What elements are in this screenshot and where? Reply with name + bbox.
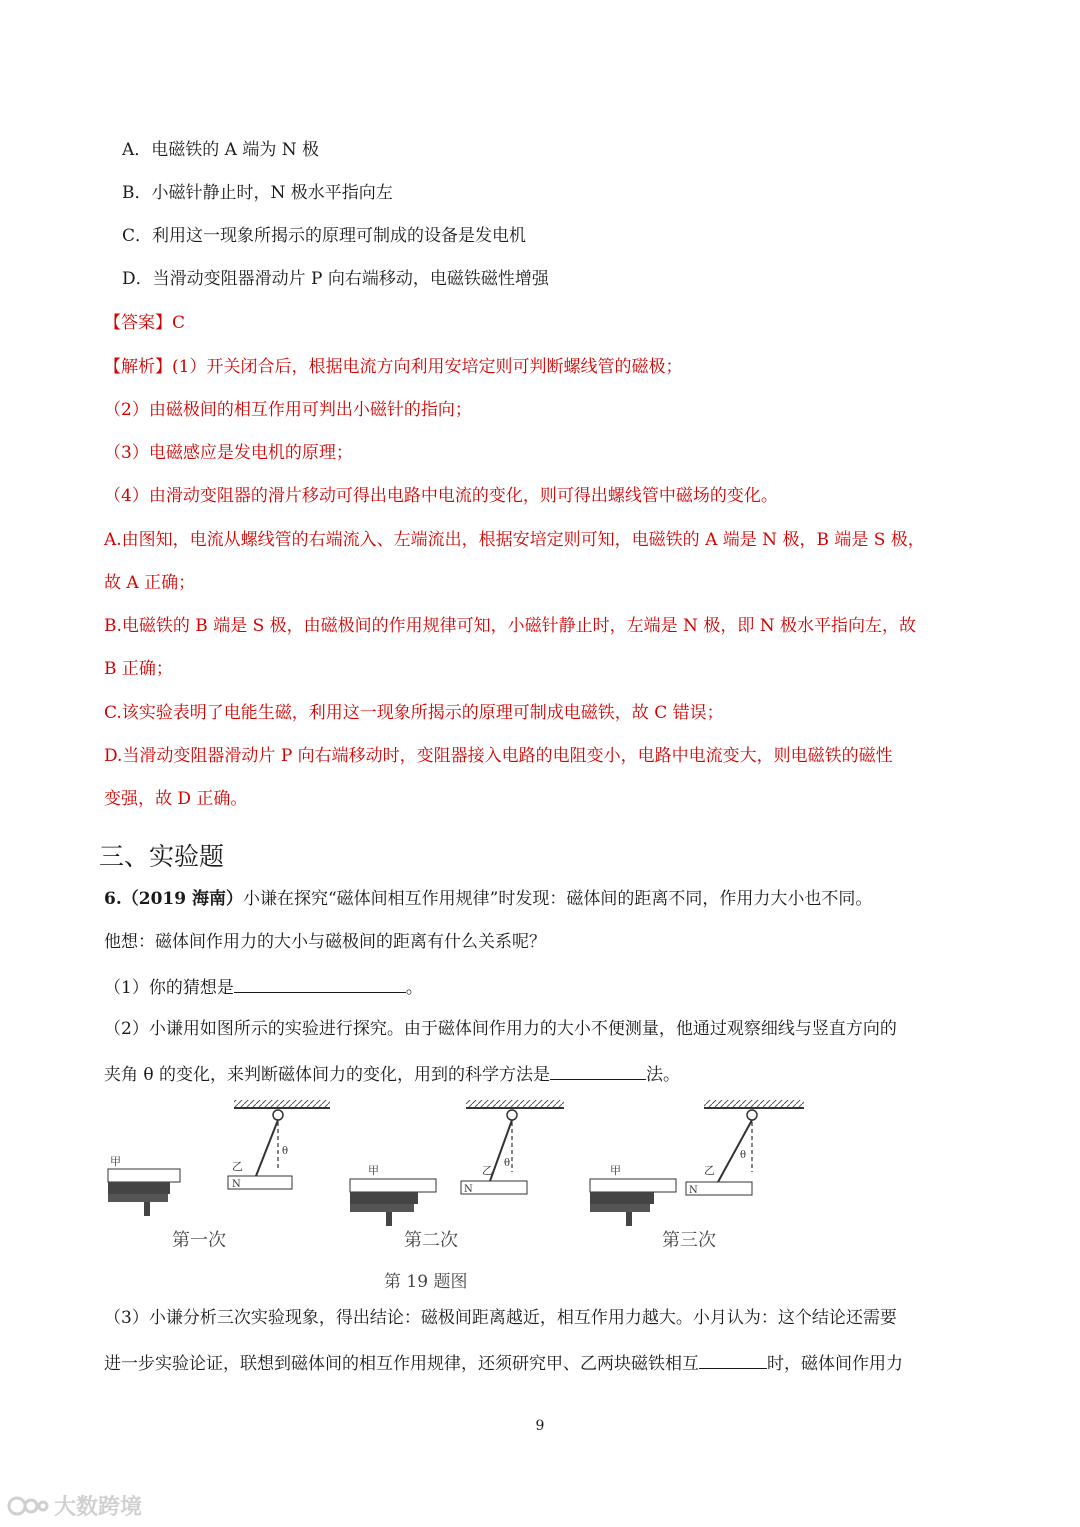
question-6-line-2: 他想：磁体间作用力的大小与磁极间的距离有什么关系呢？	[104, 932, 546, 952]
section-title: 三、实验题	[99, 842, 225, 871]
analysis-line-1: 【解析】(1）开关闭合后，根据电流方向利用安培定则可判断螺线管的磁极；	[104, 357, 683, 377]
option-b: B．小磁针静止时，N 极水平指向左	[122, 183, 393, 203]
part-3-line-1: （3）小谦分析三次实验现象，得出结论：磁极间距离越近，相互作用力越大。小月认为：这个结论还需要	[104, 1308, 897, 1328]
analysis-b-1: B.电磁铁的 B 端是 S 极，由磁极间的作用规律可知，小磁针静止时，左端是 N 极，即 N 极水平指向左，故	[104, 616, 917, 636]
part-2-line-2	[104, 1064, 680, 1084]
theta-label-2: θ	[504, 1158, 511, 1169]
watermark-logo-icon	[6, 1493, 50, 1519]
trial-2-label: 第二次	[404, 1230, 458, 1251]
analysis-d-2: 变强，故 D 正确。	[104, 789, 248, 809]
part-2-end: 法。	[646, 1065, 681, 1085]
question-6-line-1	[104, 891, 872, 908]
part-1-end: 。	[405, 978, 423, 998]
watermark-text: 大数跨境	[54, 1495, 143, 1520]
analysis-line-2: （2）由磁极间的相互作用可判出小磁针的指向；	[104, 400, 472, 420]
magnet-yi-label-3: 乙	[704, 1164, 715, 1177]
option-a: A．电磁铁的 A 端为 N 极	[122, 140, 320, 160]
trial-3-apparatus	[590, 1100, 804, 1226]
page-number: 9	[535, 1418, 545, 1434]
trial-1-label: 第一次	[172, 1230, 226, 1251]
analysis-c-1: C.该实验表明了电能生磁，利用这一现象所揭示的原理可制成电磁铁，故 C 错误；	[104, 703, 724, 723]
analysis-a-2: 故 A 正确；	[104, 573, 196, 593]
magnet-jia-label-1: 甲	[110, 1155, 121, 1168]
analysis-line-3: （3）电磁感应是发电机的原理；	[104, 443, 353, 463]
analysis-a-1: A.由图知，电流从螺线管的右端流入、左端流出，根据安培定则可知，电磁铁的 A 端是 N 极，B 端是 S 极，	[104, 530, 925, 550]
option-d: D．当滑动变阻器滑动片 P 向右端移动，电磁铁磁性增强	[122, 269, 549, 289]
pole-n-label-1: N	[232, 1179, 241, 1190]
option-c: C．利用这一现象所揭示的原理可制成的设备是发电机	[122, 226, 527, 246]
question-6-text: 小谦在探究“磁体间相互作用规律”时发现：磁体间的距离不同，作用力大小也不同。	[242, 889, 873, 909]
analysis-b-2: B 正确；	[104, 659, 173, 679]
answer: 【答案】C	[104, 313, 186, 333]
part-3-end: 时，磁体间作用力	[767, 1354, 903, 1374]
answer-blank-1[interactable]	[234, 977, 406, 993]
answer-blank-2[interactable]	[550, 1064, 646, 1080]
magnet-jia-label-3: 甲	[610, 1164, 621, 1177]
trial-2-apparatus	[350, 1100, 564, 1226]
part-2-prompt: 夹角 θ 的变化，来判断磁体间力的变化，用到的科学方法是	[104, 1065, 551, 1085]
part-2-line-1: （2）小谦用如图所示的实验进行探究。由于磁体间作用力的大小不便测量，他通过观察细线与竖直方向的	[104, 1019, 897, 1039]
part-1	[104, 977, 423, 997]
part-3-prompt: 进一步实验论证，联想到磁体间的相互作用规律，还须研究甲、乙两块磁铁相互	[104, 1354, 699, 1374]
theta-label-3: θ	[740, 1150, 747, 1161]
magnet-yi-label-2: 乙	[482, 1164, 493, 1177]
pole-n-label-2: N	[464, 1184, 473, 1195]
magnet-yi-label-1: 乙	[232, 1160, 243, 1173]
trial-1-apparatus	[108, 1100, 330, 1216]
analysis-line-4: （4）由滑动变阻器的滑片移动可得出电路中电流的变化，则可得出螺线管中磁场的变化。	[104, 486, 778, 506]
theta-label-1: θ	[282, 1146, 289, 1157]
watermark	[6, 1490, 142, 1521]
part-1-prompt: （1）你的猜想是	[104, 978, 234, 998]
figure-caption: 第 19 题图	[384, 1272, 468, 1292]
pole-n-label-3: N	[689, 1185, 698, 1196]
experiment-figure	[100, 1098, 820, 1294]
part-3-line-2	[104, 1353, 903, 1373]
analysis-d-1: D.当滑动变阻器滑动片 P 向右端移动时，变阻器接入电路的电阻变小，电路中电流变大，则电磁铁的磁性	[104, 746, 893, 766]
answer-blank-3[interactable]	[699, 1353, 767, 1369]
question-number: 6.（2019 海南）	[104, 889, 243, 909]
magnet-jia-label-2: 甲	[368, 1164, 379, 1177]
trial-3-label: 第三次	[662, 1230, 716, 1251]
